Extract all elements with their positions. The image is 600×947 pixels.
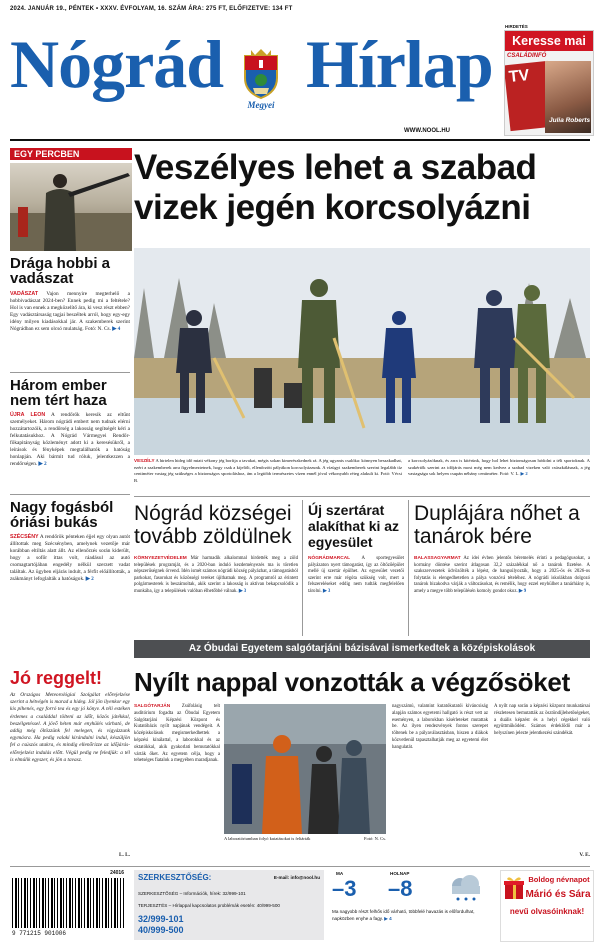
side-story2-lead: ÚJRA LEON bbox=[10, 412, 46, 418]
side-story3-page[interactable]: ▶ 2 bbox=[85, 576, 94, 582]
side-story3-title[interactable]: Nagy fogásból óriási bukás bbox=[10, 499, 114, 531]
weather-text bbox=[332, 908, 482, 922]
site-url[interactable]: WWW.NOOL.HU bbox=[404, 128, 450, 134]
side-story2-body: A rendőrök keresik az eltűnt személyeket. Három nógrádi embert nem tudnak elérni hozzátartozóik, a rendőrség a lakosság segítségét kéri a felkutatásukhoz. A Nógrád Vármegyei Rendőr-főkapitányság közleményt adott ki a keresésükről, a leírások és fényképek megtalálhatók a hatóság honlapján. Aki bármit tud róluk, jelentkezzen a rendőrségen. bbox=[10, 412, 130, 467]
editorial-email[interactable]: E-mail: info@nool.hu bbox=[273, 875, 320, 880]
weather-page[interactable]: ▶ 4 bbox=[384, 916, 392, 921]
side-story3-lead: SZÉCSÉNY bbox=[10, 534, 39, 540]
promo-cover-name: Julia Roberts bbox=[549, 117, 591, 124]
side-story2-title[interactable]: Három ember nem tért haza bbox=[10, 377, 107, 409]
county-crest-icon bbox=[241, 48, 281, 100]
section-banner[interactable]: Az Óbudai Egyetem salgótarjáni bázisával ismerkedtek a középiskolások bbox=[134, 640, 590, 658]
main-headline-line1: Veszélyes lehet a szabad bbox=[134, 148, 537, 187]
main-caption-text: A hirtelen hideg idő miatt vékony jég borítja a tavakat, mégis sokan kimerészkednek rá. A jég ugyanis csalóka: könnyen beszakadhat, ezért a szakemberek arra figyelmeztetnek, hogy csak a kijelölt, ellenőrzött pályákon korcsolyázzunk. A vízügyi szakemberek szerint legalább tíz centiméter vastag jég szükséges a biztonságos sportoláshoz, ám a legtöbb természetes vízen ennél jóval vékonyabb réteg alakult ki. Fotó: Vécsi B. bbox=[134, 458, 402, 483]
column-separator bbox=[302, 500, 303, 636]
side-story1-body: Vajon mennyire megterhelő a hobbivadászat 2024-ben? Ennek pedig mi a feltétele? Hol is van ennek a megközelítő ára, ki vesz részt ebben? Egy vadásztársaság tagjai beszéltek arról, hogy egy-egy idény milyen kiadásokkal jár. A szakemberek szerint Nógrádban ez sem olcsó mulatság. Fotó: N. Cs. bbox=[10, 291, 130, 332]
editorial-title: SZERKESZTŐSÉG: bbox=[138, 873, 212, 882]
side-story1-page[interactable]: ▶ 4 bbox=[112, 326, 121, 332]
opinion-body: Az Országos Meteorológiai Szolgálat előrejelzése szerint a hétvégén is marad a hideg. Jól jön ilyenkor egy kis pihenés, egy forró tea és egy jó könyv. A téli estéken érdemes a családdal tölteni az időt, közös játékkal, beszélgetéssel. A jövő héten már enyhülés várható, de addig még öltözzünk fel melegen, és vigyázzunk egymásra. Ha pedig valaki kirándulni indul, készüljön fel a csúszós utakra, és mindig ellenőrizze az időjárás-előrejelzést indulás előtt. Végül pedig ne feledjük: a tél is elmúlik egyszer, és jön a tavasz. bbox=[10, 692, 130, 763]
bottom-text-left bbox=[134, 704, 220, 765]
main-headline-line2: vizek jegén korcsolyázni bbox=[134, 188, 531, 227]
hunting-photo bbox=[10, 163, 132, 251]
opinion-title: Jó reggelt! bbox=[10, 668, 103, 688]
weather-today-temp: –3 bbox=[332, 876, 357, 901]
opinion-signature: L. L. bbox=[118, 852, 130, 858]
col3-lead: BALASSAGYARMAT bbox=[414, 556, 461, 561]
barcode-top: 24016 bbox=[110, 870, 124, 876]
crest-label: Megyei bbox=[247, 100, 275, 110]
barcode-bars bbox=[12, 878, 124, 928]
bottom-photo bbox=[224, 704, 386, 834]
nameday-sub: nevű olvasóinknak! bbox=[509, 907, 585, 916]
promo-sub: CSALÁDINFÓ bbox=[507, 53, 547, 59]
col1-lead: KÖRNYEZETVÉDELEM bbox=[134, 556, 187, 561]
col2-lead: NÓGRÁDMARCAL bbox=[308, 556, 351, 561]
editorial-phone2[interactable]: 40/999-500 bbox=[138, 925, 184, 935]
side-story3-body: A rendőrök pénteken éjjel egy olyan autót állítottak meg Szécsényben, amelynek vezetője már korábban eltiltás alatt állt. Az ellenőrzés során kiderült, hogy a sofőr ittas volt, ráadásul az autó csomagtartójában engedély nélkül szerzett vadat találtak. Az ügyben eljárás indult, a férfit előállították, a zsákmányt lefoglalták a hatóságok. bbox=[10, 534, 130, 582]
side-story2-page[interactable]: ▶ 2 bbox=[38, 461, 47, 467]
weather-tomorrow-temp: –8 bbox=[388, 876, 413, 901]
cloud-snow-icon bbox=[446, 874, 486, 902]
nameday-title: Boldog névnapot bbox=[528, 875, 590, 884]
weather-today-label: MA bbox=[336, 871, 344, 876]
barcode bbox=[10, 870, 126, 940]
bottom-lead: SALGÓTARJÁN bbox=[134, 704, 171, 709]
promo-tv-label: TV bbox=[508, 66, 531, 86]
bottom-headline[interactable]: Nyílt nappal vonzották a végzősöket bbox=[134, 667, 570, 697]
col1-title[interactable]: Nógrád községei tovább zöldülnek bbox=[134, 502, 292, 548]
col1-page[interactable]: ▶ 3 bbox=[238, 588, 247, 594]
main-caption-right-text: a korcsolyázóknak, és arra is kitérünk, hogy hol lehet biztonságosan hódolni a téli sportoknak. A szakértők szerint az időjárás most még nem kedvez a szabad vizeken való csúszkálásnak, a jég vastagsága sok helyen csupán néhány centiméter. bbox=[408, 458, 590, 476]
col3-page[interactable]: ▶ 9 bbox=[518, 588, 527, 594]
side-divider bbox=[10, 494, 130, 495]
gift-icon bbox=[503, 875, 525, 901]
side-story1-lead: VADÁSZAT bbox=[10, 291, 39, 297]
barcode-digits: 9 771215 901006 bbox=[12, 930, 67, 937]
promo-headline: Keresse mai bbox=[505, 31, 593, 51]
col1-text bbox=[134, 556, 298, 595]
col2-text bbox=[308, 556, 404, 595]
editorial-line2: TERJESZTÉS – Hírlappal kapcsolatos problémák esetén: 40/999-500 bbox=[138, 903, 280, 908]
masthead-title-right: Hírlap bbox=[306, 26, 493, 102]
bottom-body-right: A nyílt nap során a képzési központ munkatársai részletesen bemutatták az ösztöndíjlehetőségeket, a duális képzést és a helyi cégekkel való együttműködést. Számos érdeklődő már a helyszínen jelezte jelentkezési szándékát. bbox=[494, 704, 590, 737]
bottom-photo-caption: A laboratóriumban folyó kutatásokat is feltárták bbox=[224, 836, 311, 841]
promo-tag: HIRDETÉS bbox=[505, 24, 528, 29]
bottom-body-left: Zsúfolásig telt auditórium fogadta az Óbudai Egyetem Salgótarjáni Képzési Központ és Kutatóbázis nyílt napjának vendégeit. A középiskolások megismerkedhettek a képzési kínálattal, a laborokkal és az oktatókkal, akik gyakorlati bemutatókkal várták őket. Az egyetem célja, hogy a tehetséges fiatalok a megyében maradjanak. bbox=[134, 704, 220, 764]
sidebar-kicker: EGY PERCBEN bbox=[10, 148, 132, 160]
main-caption-sig: Fotó: V. L. bbox=[499, 471, 520, 476]
col3-text bbox=[414, 556, 590, 595]
main-caption-lead: VESZÉLY bbox=[134, 458, 155, 463]
issue-line: 2024. JANUÁR 19., PÉNTEK • XXXV. ÉVFOLYAM, 16. SZÁM ÁRA: 275 FT, ELŐFIZETVE: 134 FT bbox=[10, 6, 293, 12]
side-story1-title[interactable]: Drága hobbi a vadászat bbox=[10, 255, 111, 287]
bottom-signature: V. E. bbox=[579, 852, 590, 858]
masthead-title-left: Nógrád bbox=[10, 26, 224, 102]
weather-box bbox=[328, 870, 496, 940]
main-caption-right bbox=[408, 458, 590, 478]
side-story3-text bbox=[10, 534, 130, 583]
editorial-line1: SZERKESZTŐSÉG – Információk, hírek: 32/999-101 bbox=[138, 891, 246, 896]
side-divider bbox=[10, 372, 130, 373]
nameday-box bbox=[500, 870, 594, 942]
bottom-photo-credit: Fotó: N. Cs. bbox=[363, 836, 386, 841]
weather-text-body: Ma nagyobb részt felhős idő várható, többfelé havazás is előfordulhat, napközben enyhe a fagy. bbox=[332, 909, 475, 921]
section-divider bbox=[134, 496, 590, 497]
col3-title[interactable]: Duplájára nőhet a tanárok bére bbox=[414, 502, 580, 548]
editorial-box bbox=[134, 870, 324, 940]
col2-body: A sportegyesület pályázaton nyert támogatást, így az öltözőépület mellé új szertár épülhet. Az egyesület vezetői szerint erre már régóta szükség volt, mert a felszereléseket eddig nem tudták megfelelően tárolni. bbox=[308, 556, 404, 594]
col1-body: Már harmadik alkalommal hirdették meg a zöld települések programját, és a 2020-ban induló kezdeményezés ma is töretlen népszerűségnek örvend. Idén ismét számos nógrádi község pályázhat, a támogatásból parkokat, fasorokat és közösségi tereket újíthatnak meg. A programról az érintett polgármesterek is beszámoltak, akik szerint a lakosság is aktívan bekapcsolódik a munkába, így a települések valóban élhetőbbé válnak. bbox=[134, 556, 298, 594]
col2-page[interactable]: ▶ 3 bbox=[322, 588, 331, 594]
main-skating-photo bbox=[134, 248, 590, 455]
editorial-phone1[interactable]: 32/999-101 bbox=[138, 914, 184, 924]
masthead-rule bbox=[10, 139, 590, 141]
col3-body: Az idei évben jelentős béremelés érinti a pedagógusokat, a kormány döntése szerint átlagosan 32,2 százalékkal nő a tanárok fizetése. A szakszervezetek üdvözölték a lépést, de hangsúlyozták, hogy a 2025-ös és 2026-os folytatás is elengedhetetlen a pálya vonzóvá tételéhez. A nógrádi iskolákban dolgozó tanárok bizakodva várják a változásokat, és remélik, hogy ezzel enyhülhet a tanárhiány is, amely a megye több településén komoly gondot okoz. bbox=[414, 556, 590, 594]
weather-tomorrow-label: HOLNAP bbox=[390, 871, 410, 876]
promo-box[interactable] bbox=[504, 30, 594, 136]
main-caption bbox=[134, 458, 402, 484]
side-story2-text bbox=[10, 412, 130, 468]
main-headline[interactable] bbox=[134, 148, 594, 228]
footer-rule bbox=[10, 866, 590, 867]
col2-title[interactable]: Új szertárat alakíthat ki az egyesület bbox=[308, 502, 400, 550]
side-story1-text bbox=[10, 291, 130, 333]
bottom-body-mid: nagyszámú, valamint kutatókutatói kíváncsiság alapján számos egyetemi hallgató is részt vett az eseményen, a laborokban kísérleteket mutattak be. Az ilyen rendezvények fontos szerepet töltenek be a pályaválasztásban, hiszen a diákok közvetlenül tapasztalhatják meg az egyetemi élet hangulatát. bbox=[392, 704, 488, 750]
column-separator bbox=[408, 500, 409, 636]
main-story-page[interactable]: ▶ 2 bbox=[520, 471, 528, 476]
nameday-names: Márió és Sára bbox=[525, 889, 591, 900]
